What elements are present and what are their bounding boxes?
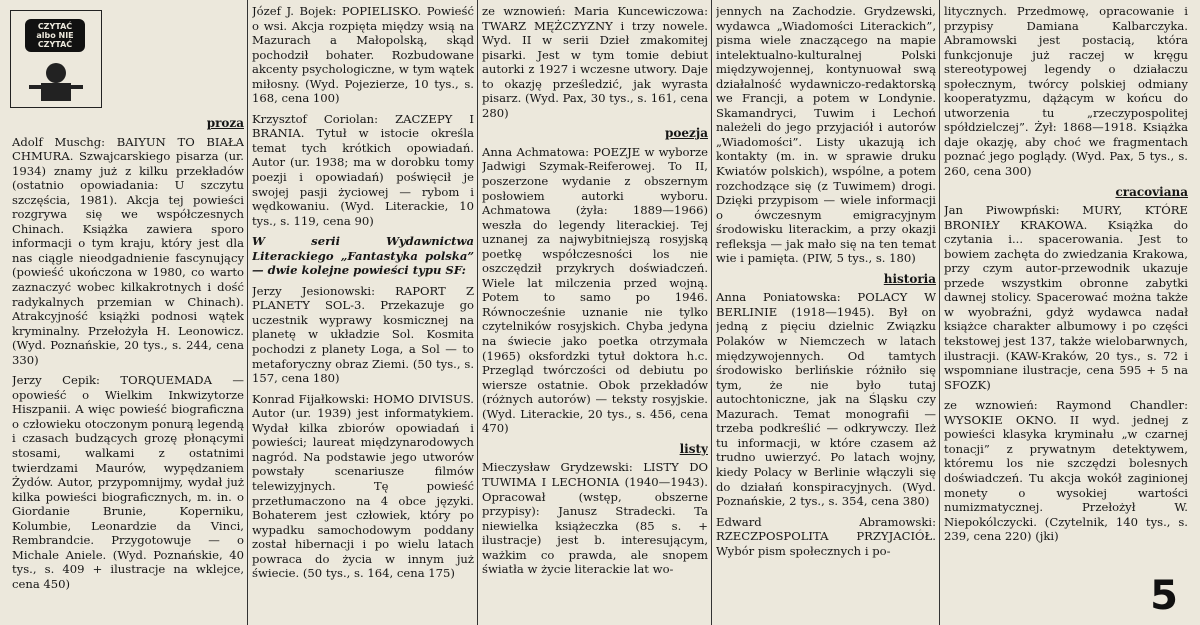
column-1 [12, 4, 244, 621]
review-piwowinski: Jan Piwowpński: MURY, KTÓRE BRONIŁY KRAKOWA. Książka do czytania i... spacerowania. Jest to bowiem zachęta do zwiedzania Krakowa, przy czym autor-przewodnik ukazuje przede wszystkim obronne zabytki dawnej stolicy. Spacerować można także w wyobraźni, gdyż wydawca nadał książce charakter albumowy i po części tekstowej jest 137, także wielobarwnych, ilustracji. (KAW-Kraków, 20 tys., s. 72 i wspomniane ilustracje, cena 595 + 5 na SFOZK) [944, 203, 1188, 392]
column-divider [477, 0, 478, 625]
column-2 [252, 4, 474, 621]
review-kuncewiczowa: ze wznowień: Maria Kuncewiczowa: TWARZ MĘŻCZYZNY i trzy nowele. Wyd. II w serii Dzieł zmakomitej pisarki. Jest w tym tomie debiut autorki z 1927 i wczesne utwory. Daje to okazję prześledzić, jak wyrasta pisarz. (Wyd. Pax, 30 tys., s. 161, cena 280) [482, 4, 708, 120]
section-heading-cracoviana: cracoviana [1115, 184, 1188, 199]
logo-text: CZYTAĆ albo NIE CZYTAĆ [25, 19, 85, 52]
section-heading-listy: listy [679, 441, 708, 456]
review-coriolan: Krzysztof Coriolan: ZACZEPY I BRANIA. Tytuł w istocie określa temat tych krótkich opowiadań. Autor (ur. 1938; ma w dorobku tomy poezji i opowiadań) poświęcił je swojej pasji życiowej — rybom i wędkowaniu. (Wyd. Literackie, 10 tys., s. 119, cena 90) [252, 111, 474, 228]
column-divider [711, 0, 712, 625]
review-grydzewski-continued: jennych na Zachodzie. Grydzewski, wydawca „Wiadomości Literackich”, pisma wiele znaczącego na mapie intelektualno-kulturalnej Polski międzywojennej, kontynuował swą działalność wydawniczo-redaktorską we Francji, a potem w Londynie. Skamandryci, Tuwim i Lechoń należeli do jego przyjaciół i autorów „Wiadomości”. Listy ukazują ich kontakty (m. in. w sprawie druku Kwiatów polskich), wspólne, a potem rozchodzące się (z Tuwimem) drogi. Dzięki przypisom — wiele informacji o ówczesnym emigracyjnym środowisku literackim, a przy okazji refleksja — jak mało się na ten temat wie i pamięta. (PIW, 5 tys., s. 180) [716, 4, 936, 266]
review-abramowski-continued: litycznych. Przedmowę, opracowanie i przypisy Damiana Kalbarczyka. Abramowski jest postacią, która funkcjonuje już raczej w kręgu stereotypowej legendy o działaczu społecznym, twórcy polskiej odmiany kooperatyzmu, dążącym w końcu do utworzenia tu „rzeczypospolitej spółdzielczej”. Żył: 1868—1918. Książka daje okazję, aby choć we fragmentach poznać jego poglądy. (Wyd. Pax, 5 tys., s. 260, cena 300) [944, 4, 1188, 179]
review-chandler: ze wznowień: Raymond Chandler: WYSOKIE OKNO. II wyd. jednej z powieści klasyka kryminału „w czarnej tonacji” z prywatnym detektywem, któremu los nie szczędzi bolesnych doświadczeń. Tu akcja wokół zaginionej monety o wysokiej wartości numizmatycznej. Przełożył W. Niepokólczycki. (Czytelnik, 140 tys., s. 239, cena 220) (jki) [944, 398, 1188, 544]
review-achmatowa: Anna Achmatowa: POEZJE w wyborze Jadwigi Szymak-Reiferowej. To II, poszerzone wydanie z obszernym posłowiem autorki wyboru. Achmatowa (żyła: 1889—1966) weszła do legendy literackiej. Tej uznanej za najwybitniejszą rosyjską poetkę współczesności los nie oszczędził przykrych doświadczeń. Wiele lat milczenia przed wojną. Potem to samo po 1946. Równocześnie uznanie nie tylko czytelników rosyjskich. Chyba jedyna na świecie jako poetka otrzymała (1965) oksfordzki tytuł doktora h.c. Przegląd twórczości od debiutu po wiersze ostatnie. Obok przekładów (różnych autorów) — teksty rosyjskie. (Wyd. Literackie, 20 tys., s. 456, cena 470) [482, 144, 708, 436]
section-heading-poezja: poezja [665, 126, 708, 141]
column-3 [482, 4, 708, 621]
review-grydzewski: Mieczysław Grydzewski: LISTY DO TUWIMA I LECHONIA (1940—1943). Opracował (wstęp, obszerne przypisy): Janusz Stradecki. Ta niewielka książeczka (85 s. + ilustracje) jest b. interesującym, ważkim co prawda, ale snopem światła w życie literackie lat wo- [482, 460, 708, 577]
review-cepik: Jerzy Cepik: TORQUEMADA — opowieść o Wielkim Inkwizytorze Hiszpanii. A więc powieść biograficzna o człowieku otoczonym ponurą legendą i czasach budzących grozę płonącymi stosami, walkami z ostatnimi twierdzami Maurów, wypędzaniem Żydów. Autor, przypomnijmy, wydał już kilka powieści biograficznych, m. in. o Giordanie Brunie, Koperniku, Kolumbie, Leonardzie da Vinci, Rembrandcie. Przygotowuje — o Michale Aniele. (Wyd. Poznańskie, 40 tys., s. 409 + ilustracje na wklejce, cena 450) [12, 373, 244, 591]
column-divider [939, 0, 940, 625]
review-muschg: Adolf Muschg: BAIYUN TO BIAŁA CHMURA. Szwajcarskiego pisarza (ur. 1934) znamy już z kilku przekładów (ostatnio opowiadania: U szczytu szczęścia, 1981). Akcja tej powieści rozgrywa się we współczesnych Chinach. Książka zawiera sporo informacji o tym kraju, który jest dla nas ciągle nieodgadnienie fascynujący (powieść ukończona w 1980, co warto zaznaczyć wobec kilkakrotnych i dość radykalnych przemian w Chinach). Atrakcyjność książki podnosi wątek kryminalny. Przełożyła H. Leonowicz. (Wyd. Poznańskie, 20 tys., s. 244, cena 330) [12, 134, 244, 367]
review-jesionowski: Jerzy Jesionowski: RAPORT Z PLANETY SOL-3. Przekazuje go uczestnik wyprawy kosmicznej na planetę w układzie Sol. Kosmita pochodzi z planety Loga, a Sol — to metaforyczny obraz Ziemi. (50 tys., s. 157, cena 180) [252, 283, 474, 386]
page-number: 5 [1150, 573, 1178, 619]
section-heading-historia: historia [883, 271, 936, 286]
review-bojek: Józef J. Bojek: POPIELISKO. Powieść o wsi. Akcja rozpięta między wsią na Mazurach a Małopolską, skąd pochodził bohater. Rozbudowane akcenty psychologiczne, w tym wątek miłosny. (Wyd. Pojezierze, 10 tys., s. 168, cena 100) [252, 4, 474, 106]
column-divider [247, 0, 248, 625]
section-heading-proza: proza [206, 116, 244, 130]
column-5 [944, 4, 1188, 585]
review-fijalkowski: Konrad Fijałkowski: HOMO DIVISUS. Autor (ur. 1939) jest informatykiem. Wydał kilka zbiorów opowiadań i powieści; laureat międzynarodowych nagród. Na podstawie jego utworów powstały scenariusze filmów telewizyjnych. Tę powieść przetłumaczono na 4 obce języki. Bohaterem jest człowiek, który po wypadku samochodowym poddany został hibernacji i po wielu latach powraca do życia w innym już świecie. (50 tys., s. 164, cena 175) [252, 391, 474, 581]
column-4 [716, 4, 936, 621]
review-abramowski: Edward Abramowski: RZECZPOSPOLITA PRZYJACIÓŁ. Wybór pism społecznych i po- [716, 514, 936, 558]
series-intro: W serii Wydawnictwa Literackiego „Fantastyka polska” — dwie kolejne powieści typu SF: [252, 234, 474, 278]
review-poniatowska: Anna Poniatowska: POLACY W BERLINIE (1918—1945). Był on jedną z pięciu dzielnic Związku Polaków w Niemczech w latach międzywojennych. Od tamtych środowisko berlińskie różniło się tym, że nie było tutaj autochtoniczne, jak na Śląsku czy Mazurach. Temat monografii — trzeba podkreślić — odkrywczy. Ileż tu informacji, w które czasem aż trudno uwierzyć. Po latach wojny, kiedy Polacy w Berlinie włączyli się do działań konspiracyjnych. (Wyd. Poznańskie, 2 tys., s. 354, cena 380) [716, 290, 936, 509]
